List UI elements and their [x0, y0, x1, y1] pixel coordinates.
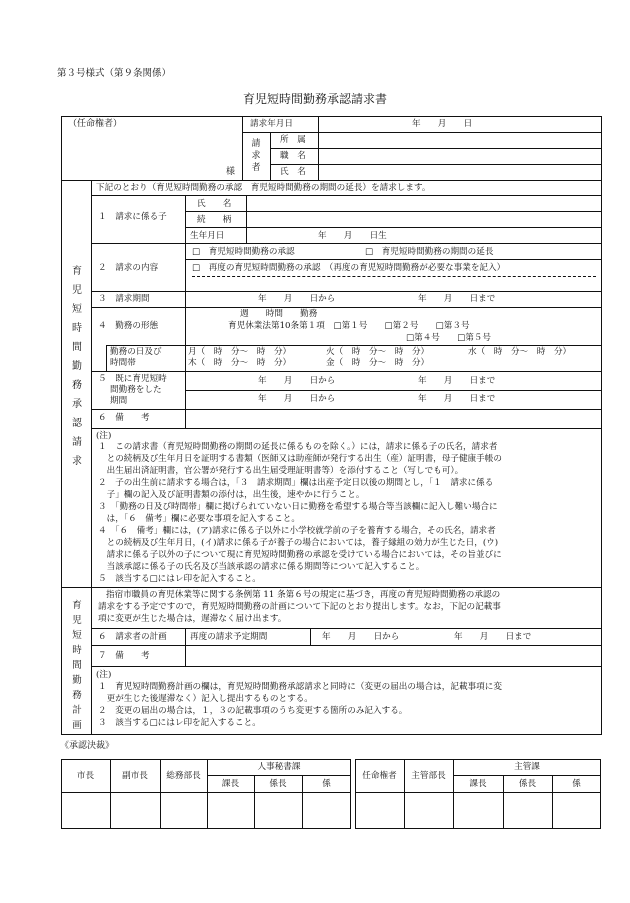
- period-label: ３ 請求期間: [98, 294, 150, 304]
- request-note-line: との続柄及び生年月日，(イ)請求に係る子が養子の場合においては，養子縁組の効力が生じた日，(ウ): [98, 538, 499, 548]
- request-date-value[interactable]: 年 月 日: [412, 119, 473, 129]
- previous-label-1: ５ 既に育児短時: [98, 374, 167, 384]
- approval-hr-section: 人事秘書課: [257, 762, 301, 772]
- content-option-extension[interactable]: □ 育児短時間勤務の期間の延長: [365, 247, 494, 257]
- child-label: １ 請求に係る子: [98, 212, 167, 222]
- period-to[interactable]: 年 月 日まで: [418, 294, 496, 304]
- request-note-line: 子」欄の記入及び証明書類の添付は，出生後，速やかに行うこと。: [98, 490, 365, 500]
- plan-to[interactable]: 年 月 日まで: [454, 632, 532, 642]
- requester-label: 請求者: [251, 139, 261, 173]
- plan-label: ６ 請求者の計画: [98, 632, 167, 642]
- request-notes-heading: (注): [96, 431, 112, 441]
- previous-row1-from[interactable]: 年 月 日から: [258, 376, 336, 386]
- previous-label-2: 間勤務をした: [110, 385, 162, 395]
- position-label: 職 名: [280, 151, 306, 161]
- days-hours-label-1: 勤務の日及び: [110, 347, 162, 357]
- request-section-side-label: 育児短時間勤務承認請求: [72, 266, 82, 467]
- days-hours-tue[interactable]: 火（ 時 分～ 時 分）: [326, 347, 430, 357]
- approval-managing-section-chief: 課長: [469, 779, 487, 789]
- affiliation-label: 所 属: [280, 135, 306, 145]
- approval-general-affairs-director: 総務部長: [166, 771, 201, 781]
- remarks-field[interactable]: [186, 410, 601, 427]
- plan-note-line: １ 育児短時間勤務計画の欄は，育児短時間勤務承認請求と同時に（変更の届出の場合は，記載事項に変: [98, 682, 502, 692]
- approval-director-in-charge: 主管部長: [411, 771, 446, 781]
- approval-managing-subsection-chief: 係長: [518, 779, 537, 789]
- work-form-hours[interactable]: 週 時間 勤務: [240, 309, 318, 319]
- approval-mayor: 市長: [76, 771, 95, 781]
- request-note-line: は，「６ 備考」欄に必要な事項を記入すること。: [98, 514, 300, 524]
- days-hours-mon[interactable]: 月（ 時 分～ 時 分）: [188, 347, 292, 357]
- form-number: 第３号様式（第９条関係）: [57, 68, 172, 79]
- days-hours-wed[interactable]: 水（ 時 分～ 時 分）: [468, 347, 572, 357]
- work-form-article[interactable]: 育児休業法第10条第１項 □第１号 □第２号 □第３号: [228, 321, 470, 331]
- child-name-label: 氏 名: [197, 199, 232, 209]
- sama-label: 様: [226, 167, 236, 177]
- request-note-line: ２ 子の出生前に請求する場合は，「３ 請求期間」欄は出産予定日以後の期間とし，「１ 請求に係る: [98, 478, 494, 488]
- approval-vice-mayor: 副市長: [122, 771, 148, 781]
- request-note-line: ３ 「勤務の日及び時間帯」欄に掲げられていない日に勤務を希望する場合等当該欄に記入し難い場合に: [98, 502, 498, 512]
- plan-notes-heading: (注): [96, 670, 112, 680]
- plan-intro-line: 項に変更が生じた場合は，遅滞なく届け出ます。: [98, 614, 287, 624]
- approval-hr-staff: 係: [322, 779, 331, 789]
- previous-row2-to[interactable]: 年 月 日まで: [418, 394, 496, 404]
- request-intro: 下記のとおり（育児短時間勤務の承認 育児短時間勤務の期間の延長）を請求します。: [96, 183, 431, 193]
- days-hours-thu[interactable]: 木（ 時 分～ 時 分）: [188, 358, 292, 368]
- previous-row2-from[interactable]: 年 月 日から: [258, 394, 336, 404]
- request-note-line: 出生届出済証明書，官公署が発行する出生届受理証明書等）を添付すること（写しでも可）。: [98, 466, 464, 476]
- plan-from[interactable]: 年 月 日から: [322, 632, 400, 642]
- days-hours-fri[interactable]: 金（ 時 分～ 時 分）: [326, 358, 430, 368]
- plan-section-side-label: 育児短時間勤務計画: [72, 600, 82, 731]
- plan-remarks-label: ７ 備 考: [98, 651, 150, 661]
- plan-remarks-field[interactable]: [186, 646, 601, 665]
- approval-hr-section-chief: 課長: [221, 779, 240, 789]
- request-note-line: 請求に係る子以外の子について現に育児短時間勤務の承認を受けている場合においては，その旨並びに: [98, 550, 502, 560]
- child-birth-label: 生年月日: [190, 231, 225, 241]
- child-birth-value[interactable]: 年 月 日生: [318, 231, 387, 241]
- request-note-line: ５ 該当する□にはレ印を記入すること。: [98, 574, 261, 584]
- remarks-label: ６ 備 考: [98, 413, 150, 423]
- plan-intro-line: 請求をする予定ですので，育児短時間勤務の計画について下記のとおり提出します。なお，下記の記載事: [98, 602, 501, 612]
- plan-sub-label: 再度の請求予定期間: [190, 632, 268, 642]
- appointer-label: （任命権者）: [68, 119, 123, 129]
- work-form-article-cont[interactable]: □第４号 □第５号: [406, 333, 491, 343]
- request-note-line: 当該承認に係る子の氏名及び当該承認の請求に係る期間等について記入すること。: [98, 562, 425, 572]
- previous-row1-to[interactable]: 年 月 日まで: [418, 376, 496, 386]
- approval-heading: 《承認決裁》: [60, 741, 115, 751]
- days-hours-label-2: 時間帯: [110, 358, 136, 368]
- content-label: ２ 請求の内容: [98, 263, 159, 273]
- approval-appointer: 任命権者: [362, 771, 397, 781]
- content-option-approval[interactable]: □ 育児短時間勤務の承認: [192, 247, 295, 257]
- child-relation-label: 続 柄: [197, 215, 232, 225]
- plan-note-line: ２ 変更の届出の場合は，１，３の記載事項のうち変更する箇所のみ記入する。: [98, 706, 408, 716]
- name-label: 氏 名: [280, 167, 306, 177]
- previous-label-3: 期間: [110, 396, 128, 406]
- approval-managing-staff: 係: [572, 779, 581, 789]
- request-note-line: との続柄及び生年月日を証明する書類（医師又は助産師が発行する出生（産）証明書，母子健康手帳の: [98, 454, 502, 464]
- plan-note-line: 更が生じた後遅滞なく）記入し提出するものとする。: [98, 694, 313, 704]
- content-option-reapproval[interactable]: □ 再度の育児短時間勤務の承認 （再度の育児短時間勤務が必要な事業を記入）: [192, 263, 506, 273]
- approval-managing-section: 主管課: [514, 762, 540, 772]
- request-note-line: ４ 「６ 備考」欄には，(ア)請求に係る子以外に小学校就学前の子を養育する場合，その氏名，請求者: [98, 526, 496, 536]
- work-form-label: ４ 勤務の形態: [98, 321, 159, 331]
- request-date-label: 請求年月日: [250, 119, 293, 129]
- plan-intro-line: 指宿市職員の育児休業等に関する条例第 11 条第６号の規定に基づき，再度の育児短時間勤務の承認の: [106, 590, 501, 600]
- plan-note-line: ３ 該当する□にはレ印を記入すること。: [98, 718, 261, 728]
- approval-hr-subsection-chief: 係長: [269, 779, 287, 789]
- request-note-line: １ この請求書（育児短時間勤務の期間の延長に係るものを除く。）には，請求に係る子の氏名，請求者: [98, 442, 498, 452]
- page-title: 育児短時間勤務承認請求書: [242, 92, 387, 106]
- period-from[interactable]: 年 月 日から: [258, 294, 336, 304]
